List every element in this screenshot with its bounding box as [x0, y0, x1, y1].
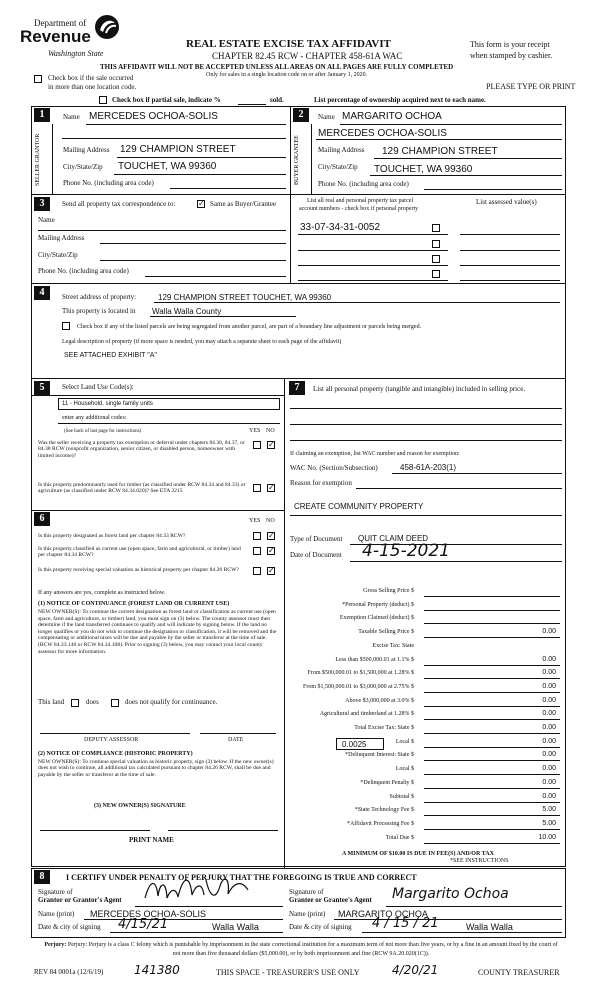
legal-label: Legal description of property (if more space is needed, you may attach a separate sheet to each page of the affidavit): [62, 339, 342, 345]
grantor-date-line: [110, 932, 283, 933]
tax-row-line: [424, 610, 560, 611]
deputy-assessor-label: DEPUTY ASSESSOR: [84, 737, 139, 743]
partial-sale-checkbox[interactable]: [99, 96, 107, 104]
segregated-checkbox[interactable]: [62, 322, 70, 330]
parcel-1: 33-07-34-31-0052: [300, 222, 381, 233]
doc-date-label: Date of Document: [290, 551, 342, 559]
grantee-city: Walla Walla: [466, 922, 513, 932]
grantee-date: 4 / 15 / 21: [372, 916, 439, 931]
buyer-side-divider: [311, 124, 312, 194]
tax-table: [286, 586, 564, 846]
s6-q1-no[interactable]: ✓: [268, 531, 275, 540]
parcel-header-1: List all real and personal property tax parcel: [307, 198, 414, 204]
reason-line-2: [290, 515, 562, 516]
grantor-date-label: Date & city of signing: [38, 923, 101, 931]
dept-line2: Revenue: [20, 27, 91, 46]
only-for-note: Only for sales in a single location code on or after January 1, 2020.: [206, 72, 368, 78]
buyer-name-line: [340, 124, 562, 125]
seller-city-label: City/State/Zip: [63, 163, 103, 171]
dept-line1: Department of: [34, 18, 87, 28]
tax-row-label: Agricultural and timberland at 1.28% $: [319, 711, 414, 718]
s3-phone-label: Phone No. (including area code): [38, 267, 129, 275]
assessed-header: List assessed value(s): [476, 198, 537, 206]
buyer-phone-label: Phone No. (including area code): [318, 180, 409, 188]
grantor-signature[interactable]: [140, 868, 260, 908]
tax-row-label: *Personal Property (deduct) $: [342, 601, 414, 608]
personal-line-3: [290, 440, 562, 441]
tax-row-line: [424, 815, 560, 816]
see-instructions: *SEE INSTRUCTIONS: [450, 858, 509, 864]
notice1-body: NEW OWNER(S): To continue the current designation as forest land or classification as current use (open space, farm and agriculture, or timber) land, you must sign on (3) below. The county assessor must then determine if the land transferred continues to qualify and will indicate by signing below. If the land no longer qualifies or you do not wish to continue the designation or classification, it will be removed and the compensating or additional taxes will be due and payable by the seller or transferor at the time of sale. (RCW 84.33.140 or RCW 84.34.108). Prior to signing (3) below, you may contact your local county assessor for more information.: [38, 609, 277, 655]
wac-line: [392, 473, 562, 474]
multi-location-checkbox[interactable]: [34, 75, 42, 83]
grantor-sig-label-2: Grantor or Grantor's Agent: [38, 896, 122, 904]
buyer-city-label: City/State/Zip: [318, 163, 358, 171]
located-label: This property is located in: [62, 307, 136, 315]
s6-q3-yes[interactable]: [253, 567, 261, 575]
tax-row-value[interactable]: 0.00: [542, 724, 556, 731]
partial-percent-line: [238, 104, 266, 105]
grantee-name: MARGARITO OCHOA: [338, 909, 428, 919]
assessed-line-3: [460, 265, 560, 266]
minimum-note: A MINIMUM OF $10.00 IS DUE IN FEE(S) AND/OR TAX: [342, 851, 494, 857]
does-label: does: [86, 698, 99, 706]
s6-question-1: Is this property designated as forest land per chapter 84.33 RCW?: [38, 533, 186, 539]
reason-line-1: [356, 488, 562, 489]
dor-logo-icon: [94, 14, 120, 40]
tax-row-label: Less than $500,000.01 at 1.1% $: [335, 656, 414, 663]
grantor-name-label: Name (print): [38, 910, 75, 918]
deputy-line: [40, 733, 190, 734]
tax-row-line: [424, 774, 560, 775]
sold-label: sold.: [270, 96, 284, 104]
s5-header-line: [31, 395, 284, 396]
personal-line-2: [290, 424, 562, 425]
form-warning: THIS AFFIDAVIT WILL NOT BE ACCEPTED UNLESS ALL AREAS ON ALL PAGES ARE FULLY COMPLETED: [100, 63, 454, 71]
s5-yes-label: YES: [249, 428, 261, 434]
s6-no-label: NO: [266, 518, 275, 524]
tax-row-value[interactable]: 0.00: [542, 669, 556, 677]
buyer-name-line2: [316, 139, 562, 140]
buyer-mailing-label: Mailing Address: [318, 146, 365, 154]
certify-statement: I CERTIFY UNDER PENALTY OF PERJURY THAT THE FOREGOING IS TRUE AND CORRECT: [66, 873, 417, 882]
tax-row-line: [424, 623, 560, 624]
tax-row-label: Exemption Claimed (deduct) $: [339, 615, 414, 622]
s5-q2-yes[interactable]: [253, 484, 261, 492]
grantor-sig-label-1: Signature of: [38, 888, 73, 896]
seller-city-line: [114, 174, 286, 175]
buyer-city: TOUCHET, WA 99360: [374, 164, 473, 175]
form-title: REAL ESTATE EXCISE TAX AFFIDAVIT: [186, 38, 391, 50]
notice1-title: (1) NOTICE OF CONTINUANCE (FOREST LAND OR CURRENT USE): [38, 601, 230, 607]
tax-row-value[interactable]: 5.00: [542, 806, 556, 814]
tax-row-line: [424, 760, 560, 761]
s5-question-2: Is this property predominantly used for timber (as classified under RCW 84.34 and 84.33) or agriculture (as classified under RCW 84.34.020)? See ETA 3215: [38, 482, 246, 495]
divider-row3: [31, 283, 566, 284]
personal-prop-checkbox-4[interactable]: [432, 270, 440, 278]
assessed-line-4: [460, 280, 560, 281]
same-as-buyer-checkbox[interactable]: ✓: [198, 199, 205, 208]
s6-question-2: Is this property classified as current use (open space, farm and agricultural, or timber) land per chapter 84.34 RCW?: [38, 546, 241, 559]
grantee-date-line: [362, 932, 562, 933]
seller-city: TOUCHET, WA 99360: [118, 161, 217, 172]
same-as-buyer-label: Same as Buyer/Grantee: [210, 200, 277, 208]
section-6-number: 6: [34, 512, 50, 526]
seller-name-label: Name: [63, 113, 80, 121]
doc-date-value: 4-15-2021: [362, 541, 450, 561]
tax-row-label: Local $: [395, 766, 414, 773]
seller-name-line2: [62, 138, 286, 139]
see-back-note: (See back of last page for instructions): [64, 429, 142, 434]
buyer-name-label: Name: [318, 113, 335, 121]
notice2-body: NEW OWNER(S): To continue special valuation as historic property, sign (3) below. If the new owner(s) does not wish to continue, all additional tax calculated pursuant to chapter 84.26 RCW, shall be due and payable by the seller or transferor at the time of sale.: [38, 759, 274, 778]
divider-columns: [284, 378, 285, 868]
seller-mailing-label: Mailing Address: [63, 146, 110, 154]
personal-line-1: [290, 408, 562, 409]
section-2-number: 2: [293, 108, 309, 122]
tax-row-label: Excise Tax: State: [372, 642, 414, 649]
located-county: Walla Walla County: [152, 307, 222, 316]
local-rate-box[interactable]: [336, 738, 384, 750]
if-yes-note: If any answers are yes, complete as instructed below.: [38, 590, 166, 596]
s5-q1-yes[interactable]: [253, 441, 261, 449]
tax-row-label: *State Technology Fee $: [354, 807, 414, 814]
segregated-label: Check box if any of the listed parcels are being segregated from another parcel, are part of a boundary line adjustment or parcels being merged.: [77, 324, 422, 330]
tax-row-line: [424, 733, 560, 734]
tax-row-value[interactable]: 10.00: [538, 833, 556, 841]
grantor-date: 4/15/21: [118, 917, 169, 932]
s5-no-label: NO: [266, 428, 275, 434]
wac-value: 458-61A-203(1): [400, 463, 457, 472]
s3-city-label: City/State/Zip: [38, 251, 78, 259]
parcel-line-1: [298, 234, 448, 235]
seller-name-line: [86, 124, 286, 125]
land-use-select[interactable]: [58, 398, 280, 410]
perjury-text: Perjury: Perjury is a class C felony which is punishable by imprisonment in the state correctional institution for a maximum term of not more than five years, or by a fine in an amount fixed by the court of not more than five thousand dollars ($5,000.00), or by both imprisonment and fine (RCW 9A.20.020(1C)).: [67, 942, 558, 957]
parcel-line-4: [298, 280, 448, 281]
grantor-name: MERCEDES OCHOA-SOLIS: [90, 909, 207, 919]
section-5-number: 5: [34, 381, 50, 395]
tax-row-label: Local $: [395, 738, 414, 745]
s3-phone-line: [145, 276, 286, 277]
form-subtitle: CHAPTER 82.45 RCW - CHAPTER 458-61A WAC: [212, 51, 403, 61]
tax-row-label: From $1,500,000.01 to $3,000,000 at 2.75% $: [303, 683, 414, 690]
section-3-number: 3: [34, 197, 50, 211]
buyer-name-2: MERCEDES OCHOA-SOLIS: [318, 128, 447, 139]
seller-side-divider: [52, 124, 53, 194]
exhibit-ref: SEE ATTACHED EXHIBIT "A": [64, 352, 157, 359]
divider-1-2: [290, 106, 291, 194]
tax-row-value[interactable]: 0.00: [542, 737, 556, 745]
tax-row-value[interactable]: 0.00: [542, 792, 556, 800]
s5-q1-no[interactable]: ✓: [268, 440, 275, 449]
s3-mailing-line: [100, 243, 286, 244]
deputy-date-label: DATE: [228, 737, 244, 743]
receipt-line2: when stamped by cashier.: [470, 51, 553, 60]
grantor-city: Walla Walla: [212, 922, 259, 932]
buyer-phone-line: [424, 189, 562, 190]
tax-row-value[interactable]: 0.00: [542, 682, 556, 690]
does-checkbox[interactable]: [71, 699, 79, 707]
street-address: 129 CHAMPION STREET TOUCHET, WA 99360: [158, 293, 332, 302]
grantee-sig-line: [386, 906, 562, 907]
parcel-header-2: account numbers - check box if personal property: [299, 206, 419, 212]
does-not-checkbox[interactable]: [111, 699, 119, 707]
tax-row-line: [424, 678, 560, 679]
ownership-note: List percentage of ownership acquired next to each name.: [314, 96, 486, 104]
section-7-number: 7: [289, 381, 305, 395]
reason-label: Reason for exemption: [290, 479, 352, 487]
section-8-number: 8: [34, 870, 50, 884]
stamp-date: 4/20/21: [392, 963, 439, 977]
local-rate-value: 0.0025: [342, 740, 367, 749]
doc-type-value: QUIT CLAIM DEED: [358, 534, 429, 543]
land-use-label: Select Land Use Code(s):: [62, 383, 134, 391]
s6-yes-label: YES: [249, 518, 261, 524]
owner-sig-line-2: [168, 830, 278, 831]
wac-label: WAC No. (Section/Subsection): [290, 464, 378, 472]
s6-question-3: Is this property receiving special valuation as historical property per chapter 84.26 RCW?: [38, 567, 239, 573]
multi-location-label1: Check box if the sale occurred: [48, 74, 134, 82]
parcel-line-2: [298, 250, 448, 251]
tax-row-label: Gross Selling Price $: [363, 588, 414, 594]
exemption-claim-label: If claiming an exemption, list WAC number and reason for exemption:: [290, 451, 460, 457]
grantee-signature[interactable]: Margarito Ochoa: [392, 886, 509, 902]
notice2-title: (2) NOTICE OF COMPLIANCE (HISTORIC PROPERTY): [38, 751, 193, 757]
signature3-label: (3) NEW OWNER(S) SIGNATURE: [94, 803, 186, 809]
s6-q3-no[interactable]: ✓: [268, 566, 275, 575]
partial-sale-label: Check box if partial sale, indicate %: [112, 96, 221, 104]
multi-location-label2: in more than one location code.: [48, 83, 137, 91]
assessed-line-1: [460, 234, 560, 235]
grantor-name-line: [84, 919, 283, 920]
tax-row-label: Total Excise Tax: State $: [354, 725, 414, 731]
dept-line3: Washington State: [48, 49, 104, 58]
county-treasurer: COUNTY TREASURER: [478, 968, 560, 977]
located-line: [150, 316, 296, 317]
tax-row-line: [424, 637, 560, 638]
grantee-name-label: Name (print): [289, 910, 326, 918]
doc-date-line: [350, 561, 562, 562]
buyer-mailing-line: [374, 158, 562, 159]
divider-row4: [31, 378, 566, 379]
s6-q2-no[interactable]: ✓: [268, 546, 275, 555]
tax-row-line: [424, 719, 560, 720]
s3-city-line: [100, 260, 286, 261]
please-type: PLEASE TYPE OR PRINT: [486, 82, 576, 91]
tax-row-line: [424, 692, 560, 693]
tax-row-value[interactable]: 0.00: [542, 710, 556, 718]
buyer-side-label: BUYER GRANTEE: [294, 135, 300, 185]
personal-property-label: List all personal property (tangible and intangible) included in selling price.: [313, 385, 526, 393]
s5-q2-no[interactable]: ✓: [268, 483, 275, 492]
tax-row-value[interactable]: 0.00: [542, 765, 556, 773]
deputy-date-line: [200, 733, 276, 734]
tax-row-line: [424, 706, 560, 707]
s6-q1-yes[interactable]: [253, 532, 261, 540]
does-not-label: does not qualify for continuance.: [125, 698, 218, 706]
tax-row-value[interactable]: 0.00: [542, 628, 556, 636]
street-label: Street address of property:: [62, 293, 137, 301]
tax-row-line: [424, 829, 560, 830]
s3-name-line: [38, 230, 286, 231]
seller-phone-label: Phone No. (including area code): [63, 179, 154, 187]
tax-row-line: [424, 788, 560, 789]
seller-phone-line: [170, 188, 286, 189]
tax-row-line: [424, 596, 560, 597]
s6-top-line: [31, 510, 284, 511]
print-name-label: PRINT NAME: [129, 836, 174, 844]
tax-row-label: Subtotal $: [389, 793, 414, 800]
tax-row-label: Above $3,000,000 at 3.0% $: [345, 697, 414, 704]
tax-row-value[interactable]: 0.00: [542, 751, 556, 759]
treasurer-only: THIS SPACE - TREASURER'S USE ONLY: [216, 968, 360, 977]
grantee-sig-label-2: Grantee or Grantee's Agent: [289, 896, 372, 904]
tax-row-label: *Delinquent Penalty $: [360, 779, 414, 786]
doc-type-label: Type of Document: [290, 535, 343, 543]
s6-q2-yes[interactable]: [253, 547, 261, 555]
perjury-statement: Perjury: Perjury: Perjury is a class C felony which is punishable by imprisonment in the state correctional institution for a maximum term of not more than five years, or by a fine in an amount fixed by the court of not more than five thousand dollars ($5,000.00), or by both imprisonment and fine (RCW 9A.20.020(1C)).: [44, 942, 558, 957]
additional-codes-line: [58, 423, 280, 424]
tax-row-label: *Delinquent Interest: State $: [345, 752, 414, 759]
tax-row-label: *Affidavit Processing Fee $: [346, 820, 414, 827]
stamp-number: 141380: [134, 963, 180, 977]
section-1-number: 1: [34, 108, 50, 122]
reason-value: CREATE COMMUNITY PROPERTY: [294, 502, 424, 511]
personal-prop-checkbox-3[interactable]: [432, 255, 440, 263]
tax-row-value[interactable]: 0.00: [542, 696, 556, 704]
land-use-value: 11 - Household, single family units: [62, 401, 153, 407]
tax-row-line: [424, 665, 560, 666]
s5-question-1: Was the seller receiving a property tax exemption or deferral under chapters 84.36, 84.37, or 84.38 RCW (nonprofit organization, senior citizen, or disabled person, homeowner with limited income)?: [38, 440, 245, 459]
buyer-city-line: [370, 175, 562, 176]
tax-row-line: [424, 802, 560, 803]
grantee-name-line: [334, 919, 562, 920]
seller-mailing-line: [117, 157, 286, 158]
tax-row-line: [424, 843, 560, 844]
tax-row-label: Total Due $: [385, 834, 414, 841]
seller-side-label: SELLER GRANTOR: [35, 133, 41, 187]
seller-name: MERCEDES OCHOA-SOLIS: [89, 111, 218, 122]
divider-3: [290, 194, 291, 283]
grantee-date-label: Date & city of signing: [289, 923, 352, 931]
form-number: REV 84 0001a (12/6/19): [34, 968, 104, 976]
tax-row-label: Taxable Selling Price $: [358, 629, 414, 636]
parcel-line-3: [298, 265, 448, 266]
buyer-name-1: MARGARITO OCHOA: [342, 111, 442, 122]
tax-row-value[interactable]: 0.00: [542, 655, 556, 663]
tax-row-line: [424, 747, 560, 748]
street-line: [154, 302, 560, 303]
divider-row1: [31, 194, 566, 195]
s3-mailing-label: Mailing Address: [38, 234, 85, 242]
tax-row-value[interactable]: 0.00: [542, 778, 556, 786]
grantee-sig-label-1: Signature of: [289, 888, 324, 896]
send-correspondence-label: Send all property tax correspondence to:: [62, 200, 176, 208]
this-land-label: This land: [38, 698, 65, 706]
personal-prop-checkbox-2[interactable]: [432, 240, 440, 248]
seller-mailing: 129 CHAMPION STREET: [120, 144, 236, 155]
additional-codes-label: enter any additional codes:: [62, 415, 127, 421]
grantor-sig-line: [135, 906, 283, 907]
owner-sig-line-1: [40, 830, 150, 831]
tax-row-value[interactable]: 5.00: [542, 819, 556, 827]
s3-name-label: Name: [38, 216, 55, 224]
personal-prop-checkbox-1[interactable]: [432, 224, 440, 232]
assessed-line-2: [460, 250, 560, 251]
tax-row-label: From $500,000.01 to $1,500,000 at 1.28% $: [307, 670, 414, 677]
section-4-number: 4: [34, 286, 50, 300]
buyer-mailing: 129 CHAMPION STREET: [382, 146, 498, 157]
receipt-line1: This form is your receipt: [470, 40, 550, 49]
